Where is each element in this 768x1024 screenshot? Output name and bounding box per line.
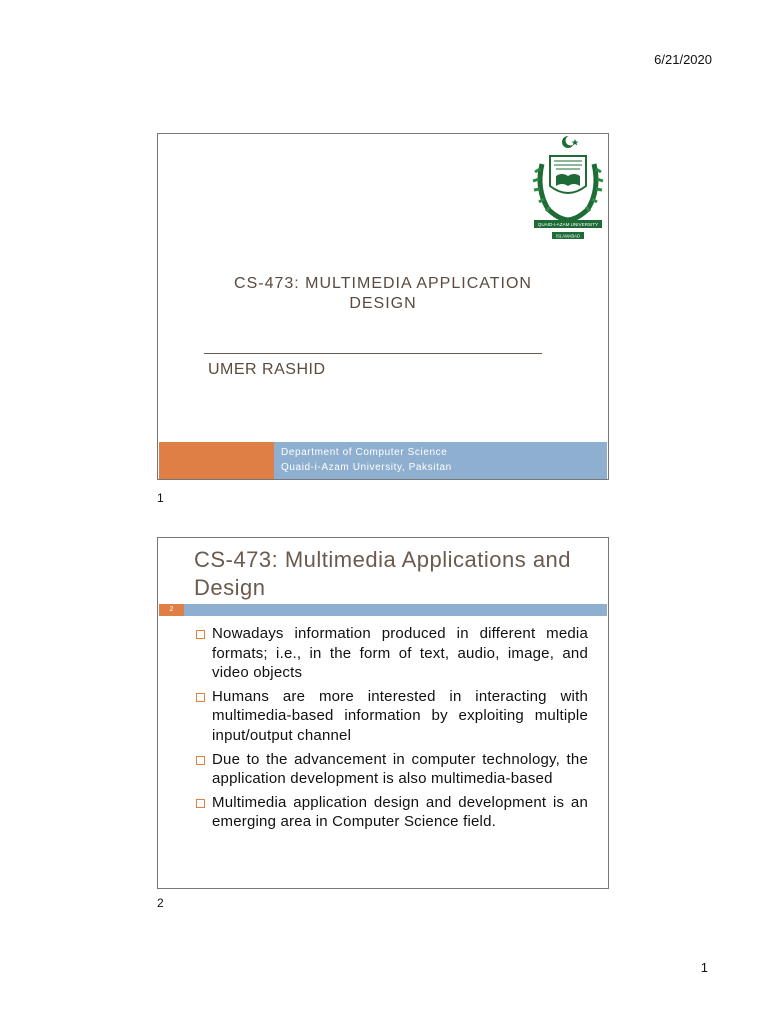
bullet-item: Nowadays information produced in different media formats; i.e., in the form of text, audio, image, and video objects [194,624,588,683]
slide-2 [157,537,609,889]
footer-department: Department of Computer Science [281,447,448,458]
slide-1 [157,133,609,480]
slide-1-number: 1 [157,491,164,505]
page-date: 6/21/2020 [654,52,712,67]
bullet-list [194,624,588,836]
slide-2-number: 2 [157,896,164,910]
footer-university: Quaid-i-Azam University, Paksitan [281,462,452,473]
footer-department-band [274,442,607,479]
title-band [184,604,607,616]
page-number: 1 [700,960,708,975]
author-name: UMER RASHID [208,361,326,378]
seal-bottom-text: ISLAMABAD [556,233,580,239]
seal-top-text: QUAID-I-AZAM UNIVERSITY [537,222,599,227]
footer-accent-block [159,442,274,479]
square-bullet-icon [196,799,205,808]
square-bullet-icon [196,693,205,702]
square-bullet-icon [196,630,205,639]
slide-1-title-line1: CS-473: MULTIMEDIA APPLICATION [234,275,532,292]
square-bullet-icon [196,756,205,765]
slide-number-badge: 2 [159,604,184,616]
slide-1-title [188,274,578,314]
bullet-item: Multimedia application design and development is an emerging area in Computer Science field. [194,793,588,832]
title-divider [204,353,542,354]
slide-1-title-line2: DESIGN [349,295,417,312]
bullet-item: Due to the advancement in computer technology, the application development is also multimedia-based [194,750,588,789]
bullet-item: Humans are more interested in interacting with multimedia-based information by exploiting multiple input/output channel [194,687,588,746]
slide-2-title: CS-473: Multimedia Applications and Design [194,547,572,600]
university-seal-logo [528,134,608,244]
